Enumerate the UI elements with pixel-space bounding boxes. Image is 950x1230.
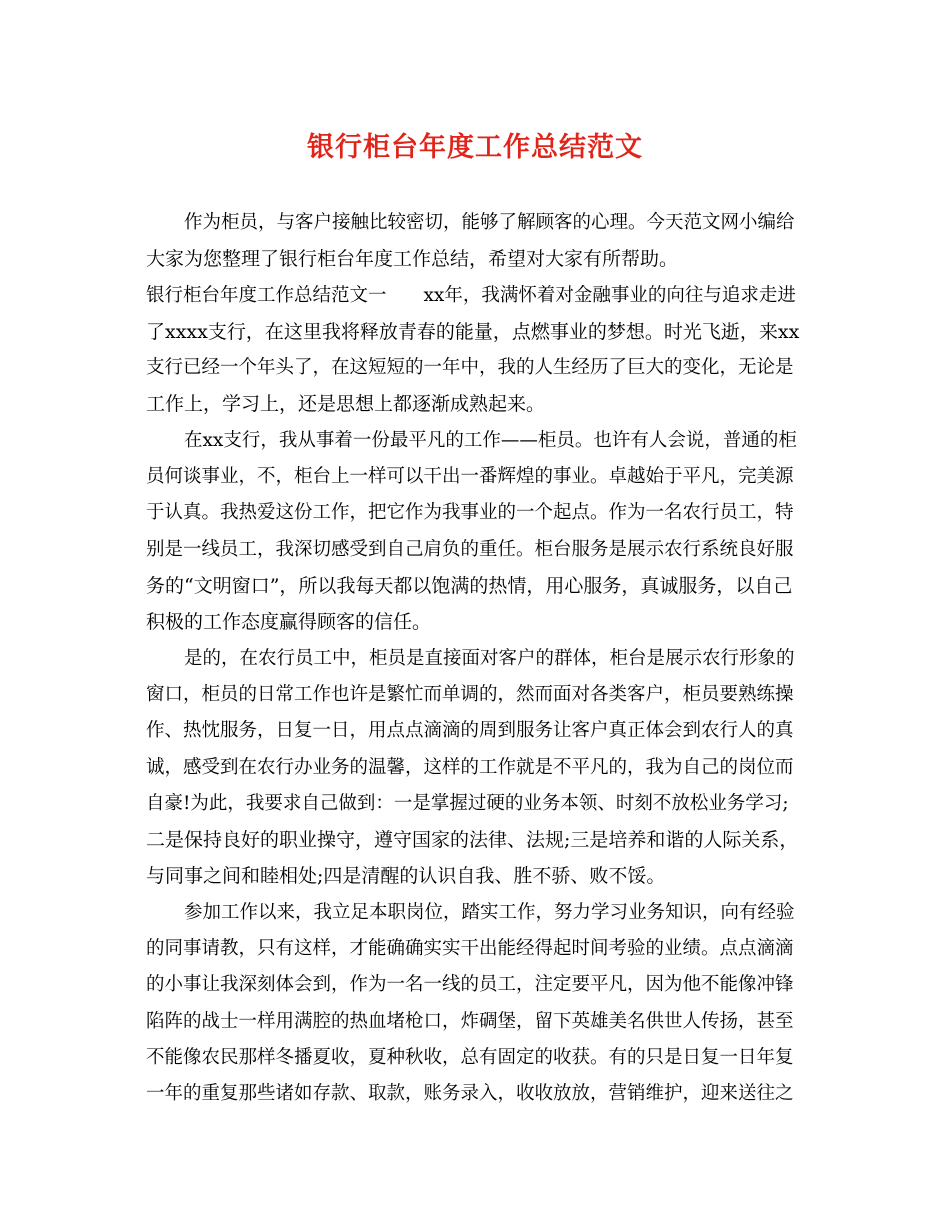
body-line: 积极的工作态度赢得顾客的信任。 xyxy=(146,611,432,633)
body-line: 的同事请教，只有这样，才能确确实实干出能经得起时间考验的业绩。点点滴滴 xyxy=(146,938,794,959)
document-title: 银行柜台年度工作总结范文 xyxy=(307,132,643,163)
body-line: 作为柜员，与客户接触比较密切，能够了解顾客的心理。今天范文网小编给 xyxy=(184,212,795,233)
body-line: 不能像农民那样冬播夏收，夏种秋收，总有固定的收获。有的只是日复一日年复 xyxy=(146,1047,794,1068)
body-line: 陷阵的战士一样用满腔的热血堵枪口，炸碉堡，留下英雄美名供世人传扬，甚至 xyxy=(146,1011,794,1032)
body-line: 自豪!为此，我要求自己做到：一是掌握过硬的业务本领、时刻不放松业务学习; xyxy=(146,793,789,814)
body-line: 窗口，柜员的日常工作也许是繁忙而单调的，然而面对各类客户，柜员要熟练操 xyxy=(146,684,794,705)
body-line: 的小事让我深刻体会到，作为一名一线的员工，注定要平凡，因为他不能像冲锋 xyxy=(146,974,794,995)
body-line: 与同事之间和睦相处;四是清醒的认识自我、胜不骄、败不馁。 xyxy=(146,865,666,887)
body-line: 作、热忱服务，日复一日，用点点滴滴的周到服务让客户真正体会到农行人的真 xyxy=(146,720,794,741)
body-line: 诚，感受到在农行办业务的温馨，这样的工作就是不平凡的，我为自己的岗位而 xyxy=(146,757,794,778)
body-line: 是的，在农行员工中，柜员是直接面对客户的群体，柜台是展示农行形象的 xyxy=(184,648,795,669)
body-line: 银行柜台年度工作总结范文一 xx年，我满怀着对金融事业的向往与追求走进 xyxy=(146,285,796,306)
body-line: 别是一线员工，我深切感受到自己肩负的重任。柜台服务是展示农行系统良好服 xyxy=(146,539,794,560)
body-line: 大家为您整理了银行柜台年度工作总结，希望对大家有所帮助。 xyxy=(146,248,679,270)
body-line: 了xxxx支行，在这里我将释放青春的能量，点燃事业的梦想。时光飞逝，来xx xyxy=(146,321,800,343)
body-line: 二是保持良好的职业操守，遵守国家的法律、法规;三是培养和谐的人际关系， xyxy=(146,829,799,851)
body-line: 员何谈事业，不，柜台上一样可以干出一番辉煌的事业。卓越始于平凡，完美源 xyxy=(146,466,794,487)
body-line: 在xx支行，我从事着一份最平凡的工作——柜员。也许有人会说，普通的柜 xyxy=(184,430,797,451)
body-line: 务的“文明窗口”，所以我每天都以饱满的热情，用心服务，真诚服务，以自己 xyxy=(146,575,793,597)
body-line: 一年的重复那些诸如存款、取款，账务录入，收收放放，营销维护，迎来送往之 xyxy=(146,1083,794,1104)
body-line: 工作上，学习上，还是思想上都逐渐成熟起来。 xyxy=(146,393,546,415)
body-line: 于认真。我热爱这份工作，把它作为我事业的一个起点。作为一名农行员工，特 xyxy=(146,502,794,523)
body-line: 支行已经一个年头了，在这短短的一年中，我的人生经历了巨大的变化，无论是 xyxy=(146,357,794,378)
body-line: 参加工作以来，我立足本职岗位，踏实工作，努力学习业务知识，向有经验 xyxy=(184,902,795,923)
